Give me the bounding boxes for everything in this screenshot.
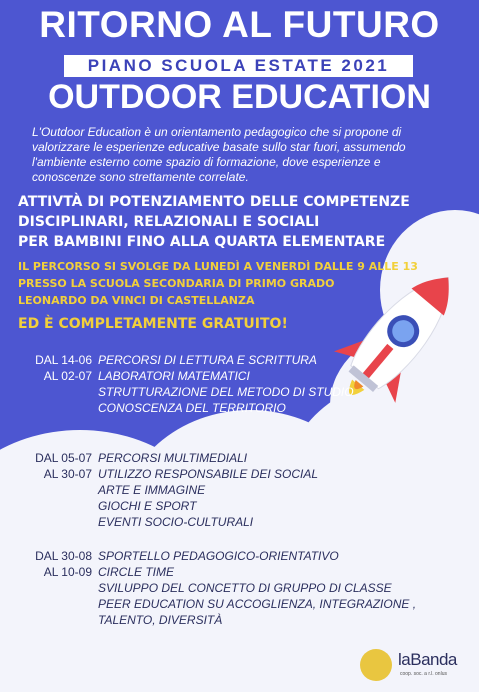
logo-seal-icon: [360, 649, 392, 681]
activity-item: UTILIZZO RESPONSABILE DEI SOCIAL: [98, 467, 319, 481]
activity-item: STRUTTURAZIONE DEL METODO DI STUDIO: [98, 385, 354, 399]
labanda-logo: [360, 648, 470, 686]
activity-item: ARTE E IMMAGINE: [98, 483, 206, 497]
intro-paragraph: [32, 125, 462, 185]
logo-tagline: coop. soc. a r.l. onlus: [400, 671, 447, 677]
schedule-dates: [10, 352, 92, 384]
activity-item: PERCORSI DI LETTURA E SCRITTURA: [98, 353, 317, 367]
schedule-dates: [10, 450, 92, 482]
date-from: DAL 05-07: [35, 451, 92, 465]
schedule-activities: [98, 548, 416, 628]
activity-item: CONOSCENZA DEL TERRITORIO: [98, 401, 286, 415]
heading-line: PER BAMBINI FINO ALLA QUARTA ELEMENTARE: [18, 234, 386, 250]
schedule-activities: [98, 450, 318, 530]
location-line: LEONARDO DA VINCI DI CASTELLANZA: [18, 294, 255, 307]
activity-item: TALENTO, DIVERSITÀ: [98, 613, 223, 627]
date-from: DAL 30-08: [35, 549, 92, 563]
activity-item: GIOCHI E SPORT: [98, 499, 197, 513]
activities-heading: [18, 192, 410, 252]
schedule-dates: [10, 548, 92, 580]
date-to: AL 02-07: [43, 369, 92, 383]
date-to: AL 30-07: [43, 467, 92, 481]
intro-line: l'ambiente esterno come spazio di formazione, dove esperienze e: [32, 155, 381, 169]
location-line: IL PERCORSO SI SVOLGE DA LUNEDÌ A VENERDÌ DALLE 9 ALLE 13: [18, 260, 418, 273]
date-from: DAL 14-06: [35, 353, 92, 367]
activity-item: SVILUPPO DEL CONCETTO DI GRUPPO DI CLASSE: [98, 581, 392, 595]
activity-item: SPORTELLO PEDAGOGICO-ORIENTATIVO: [98, 549, 339, 563]
activity-item: CIRCLE TIME: [98, 565, 175, 579]
logo-name: laBanda: [398, 650, 457, 669]
subtitle-bar: PIANO SCUOLA ESTATE 2021: [64, 55, 413, 77]
activity-item: LABORATORI MATEMATICI: [98, 369, 250, 383]
intro-line: conoscenze sono strettamente correlate.: [32, 170, 249, 184]
activity-item: PEER EDUCATION SU ACCOGLIENZA, INTEGRAZIONE ,: [98, 597, 417, 611]
main-title: RITORNO AL FUTURO: [39, 4, 440, 45]
intro-line: valorizzare le esperienze educative basate sullo star fuori, assumendo: [32, 140, 406, 154]
secondary-title: OUTDOOR EDUCATION: [48, 78, 431, 116]
activity-item: EVENTI SOCIO-CULTURALI: [98, 515, 254, 529]
heading-line: ATTIVTÀ DI POTENZIAMENTO DELLE COMPETENZE: [18, 194, 410, 210]
schedule-activities: [98, 352, 354, 416]
location-line: PRESSO LA SCUOLA SECONDARIA DI PRIMO GRADO: [18, 277, 335, 290]
intro-line: L'Outdoor Education è un orientamento pedagogico che si propone di: [32, 125, 402, 139]
free-notice: ED È COMPLETAMENTE GRATUITO!: [18, 316, 288, 332]
activity-item: PERCORSI MULTIMEDIALI: [98, 451, 248, 465]
date-to: AL 10-09: [43, 565, 92, 579]
heading-line: DISCIPLINARI, RELAZIONALI E SOCIALI: [18, 214, 320, 230]
